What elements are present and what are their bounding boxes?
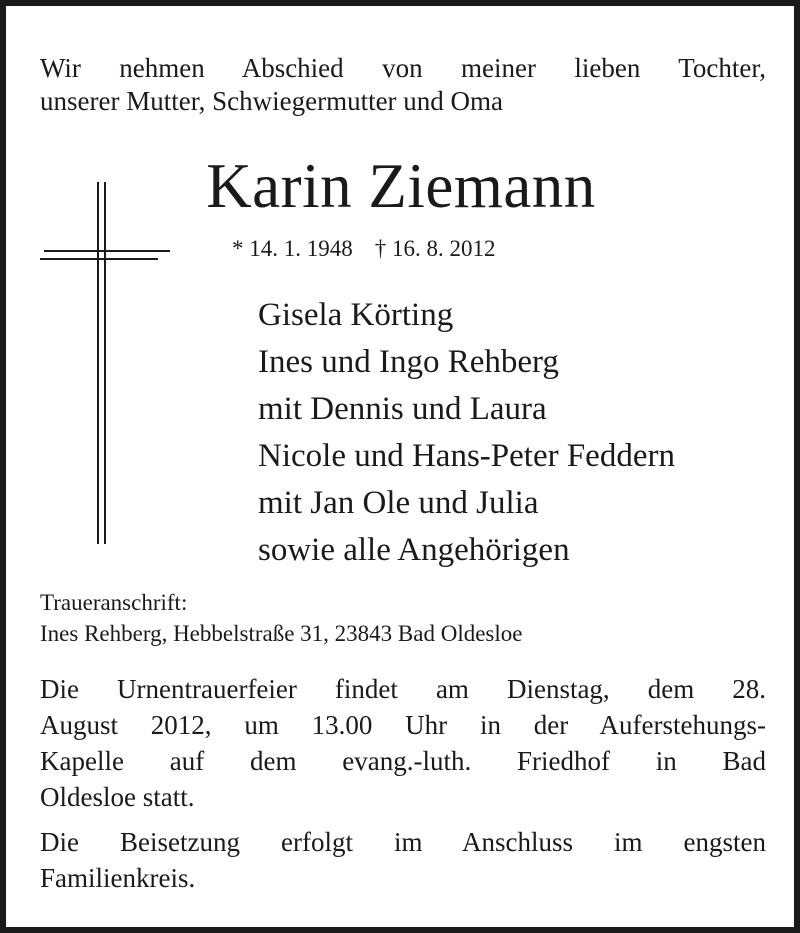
service-line-2: August 2012, um 13.00 Uhr in der Auferstehungs- <box>40 710 766 740</box>
burial-line-2: Familienkreis. <box>40 863 196 893</box>
address-text: Ines Rehberg, Hebbelstraße 31, 23843 Bad Oldesloe <box>40 621 523 646</box>
mourner-line: mit Jan Ole und Julia <box>258 485 539 521</box>
mourner-line: mit Dennis und Laura <box>258 391 547 427</box>
deceased-name: Karin Ziemann <box>206 151 596 221</box>
mourning-address <box>40 587 522 649</box>
intro-line-2: unserer Mutter, Schwiegermutter und Oma <box>40 86 504 116</box>
death-date: † 16. 8. 2012 <box>374 236 496 261</box>
mourner-line: Nicole und Hans-Peter Feddern <box>258 438 675 474</box>
mourner-line: sowie alle Angehörigen <box>258 532 570 568</box>
cross-icon <box>40 182 170 544</box>
life-dates <box>232 235 496 263</box>
service-line-1: Die Urnentrauerfeier findet am Dienstag, dem 28. <box>40 674 766 704</box>
intro-text <box>40 52 766 118</box>
mourner-line: Ines und Ingo Rehberg <box>258 344 559 380</box>
intro-line-1: Wir nehmen Abschied von meiner lieben Tochter, <box>40 53 766 83</box>
service-line-4: Oldesloe statt. <box>40 782 195 812</box>
burial-line-1: Die Beisetzung erfolgt im Anschluss im engsten <box>40 827 766 857</box>
burial-text <box>40 824 766 896</box>
birth-date: * 14. 1. 1948 <box>232 236 353 261</box>
service-line-3: Kapelle auf dem evang.-luth. Friedhof in Bad <box>40 746 766 776</box>
mourners-list <box>258 292 675 574</box>
address-label: Traueranschrift: <box>40 590 188 615</box>
mourner-line: Gisela Körting <box>258 297 454 333</box>
funeral-service-text <box>40 671 766 815</box>
